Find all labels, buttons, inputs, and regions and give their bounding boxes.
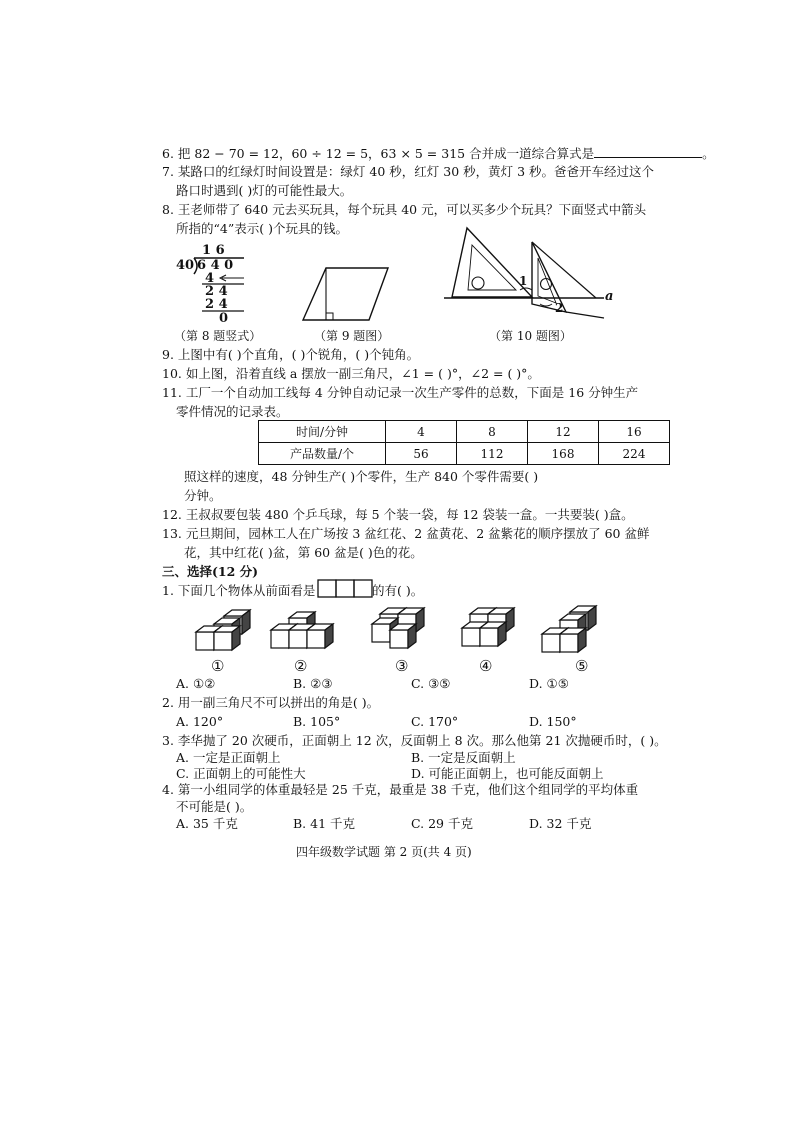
choice-question-4: [162, 782, 638, 798]
question-number: 3.: [162, 733, 174, 748]
cube-figure-4: [462, 608, 514, 646]
question-13-line2: 花，其中红花( )盆，第 60 盆是( )色的花。: [184, 545, 423, 560]
option-d[interactable]: D. 可能正面朝上，也可能反面朝上: [411, 766, 604, 781]
question-end: 。: [702, 146, 715, 161]
option-c[interactable]: C. ③⑤: [411, 676, 451, 691]
cube-figure-1: [196, 610, 250, 650]
question-number: 12.: [162, 507, 182, 522]
figure-label-5: ⑤: [575, 657, 589, 675]
caption-q8: （第 8 题竖式）: [174, 329, 262, 343]
angle-2-label: 2: [555, 301, 564, 315]
question-number: 6.: [162, 146, 174, 161]
option-b[interactable]: B. 105°: [293, 714, 341, 729]
option-c[interactable]: C. 29 千克: [411, 816, 473, 831]
table-cell: 8: [457, 421, 528, 443]
question-8-line2: 所指的“4”表示( )个玩具的钱。: [176, 221, 348, 236]
question-text-line1: 某路口的红绿灯时间设置是：绿灯 40 秒，红灯 30 秒，黄灯 3 秒。爸爸开车经过这个: [177, 164, 655, 179]
option-c[interactable]: C. 170°: [411, 714, 459, 729]
caption-q9: （第 9 题图）: [314, 329, 390, 343]
cube-figure-3: [372, 608, 424, 648]
question-text: 如上图，沿着直线 a 摆放一副三角尺，∠1 = ( )°，∠2 = ( )°。: [185, 366, 540, 381]
cube-figure-5: [542, 606, 596, 652]
question-number: 9.: [162, 347, 174, 362]
angle-1-label: 1: [519, 274, 528, 288]
question-text: 上图中有( )个直角，( )个锐角，( )个钝角。: [177, 347, 420, 362]
question-text-line1: 工厂一个自动加工线每 4 分钟自动记录一次生产零件的总数，下面是 16 分钟生产: [185, 385, 639, 400]
question-text: 用一副三角尺不可以拼出的角是( )。: [177, 695, 380, 710]
divisor: 40: [176, 258, 195, 273]
table-cell: 56: [386, 443, 457, 465]
table-cell: 224: [599, 443, 670, 465]
option-d[interactable]: D. ①⑤: [529, 676, 569, 691]
table-cell: 12: [528, 421, 599, 443]
remainder-row-2: 2 4: [205, 284, 228, 299]
table-header-count: 产品数量/个: [259, 443, 386, 465]
table-cell: 168: [528, 443, 599, 465]
option-d[interactable]: D. 150°: [529, 714, 577, 729]
question-11-after1: 照这样的速度，48 分钟生产( )个零件，生产 840 个零件需要( ): [184, 469, 539, 484]
figure-label-2: ②: [294, 657, 308, 675]
choice-question-2: [162, 695, 379, 711]
option-d[interactable]: D. 32 千克: [529, 816, 592, 831]
figure-label-1: ①: [211, 657, 225, 675]
question-text: 王叔叔要包装 480 个乒乓球，每 5 个装一袋，每 12 袋装一盒。一共要装( )盒。: [185, 507, 634, 522]
question-11-after2: 分钟。: [184, 488, 222, 503]
question-number: 8.: [162, 202, 174, 217]
option-c[interactable]: C. 正面朝上的可能性大: [176, 766, 306, 781]
option-a[interactable]: A. 120°: [176, 714, 224, 729]
remainder-row-4: 0: [219, 311, 229, 326]
option-b[interactable]: B. 41 千克: [293, 816, 356, 831]
option-b[interactable]: B. ②③: [293, 676, 333, 691]
question-text-pre: 下面几个物体从前面看是: [177, 583, 316, 598]
line-a-label: a: [605, 289, 614, 304]
subtract-row-1: 4: [205, 271, 215, 286]
question-number: 7.: [162, 164, 174, 179]
table-cell: 16: [599, 421, 670, 443]
option-a[interactable]: A. 一定是正面朝上: [176, 750, 281, 765]
figure-label-4: ④: [479, 657, 493, 675]
option-b[interactable]: B. 一定是反面朝上: [411, 750, 516, 765]
dividend: 6 4 0: [197, 258, 234, 273]
page-footer: 四年级数学试题 第 2 页(共 4 页): [296, 845, 472, 859]
option-a[interactable]: A. 35 千克: [176, 816, 238, 831]
cube-figure-2: [271, 612, 333, 648]
question-number: 11.: [162, 385, 182, 400]
question-number: 2.: [162, 695, 174, 710]
question-text-post: 的有( )。: [372, 583, 424, 598]
section-heading-choice: 三、选择(12 分): [162, 564, 259, 579]
table-header-time: 时间/分钟: [259, 421, 386, 443]
choice-question-3: [162, 733, 667, 749]
figure-label-3: ③: [395, 657, 409, 675]
question-text-line1: 王老师带了 640 元去买玩具，每个玩具 40 元，可以买多少个玩具？下面竖式中箭头: [177, 202, 647, 217]
option-a[interactable]: A. ①②: [176, 676, 216, 691]
table-cell: 4: [386, 421, 457, 443]
subtract-row-3: 2 4: [205, 297, 228, 312]
question-text-line1: 第一小组同学的体重最轻是 25 千克，最重是 38 千克，他们这个组同学的平均体重: [177, 782, 639, 797]
question-text: 李华抛了 20 次硬币，正面朝上 12 次，反面朝上 8 次。那么他第 21 次抛硬币时，( )。: [177, 733, 667, 748]
question-number: 13.: [162, 526, 182, 541]
question-number: 1.: [162, 583, 174, 598]
question-11-line2: 零件情况的记录表。: [176, 404, 289, 419]
question-number: 10.: [162, 366, 182, 381]
question-text-line1: 元旦期间，园林工人在广场按 3 盆红花、2 盆黄花、2 盆紫花的顺序摆放了 60 盆鲜: [185, 526, 650, 541]
question-text: 把 82 − 70 = 12，60 ÷ 12 = 5，63 × 5 = 315 合并成一道综合算式是: [177, 146, 595, 161]
caption-q10: （第 10 题图）: [489, 329, 572, 343]
table-cell: 112: [457, 443, 528, 465]
quotient: 1 6: [202, 243, 225, 258]
question-number: 4.: [162, 782, 174, 797]
question-4-line2: 不可能是( )。: [176, 799, 253, 814]
question-7-line2: 路口时遇到( )灯的可能性最大。: [176, 183, 353, 198]
